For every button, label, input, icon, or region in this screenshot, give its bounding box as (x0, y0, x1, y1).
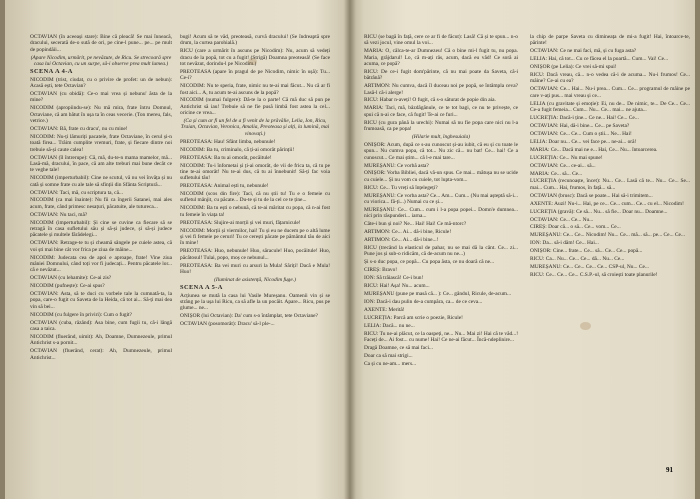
dialogue-line: NICODIM (scos din fire): Taci, că nu știi tu! Tu e o femeie cu sufletul mânjit, cu păcate... Du-te și tu de la cel ce te ține... (180, 191, 330, 204)
dialogue-line: LUCREȚIA (gravă): Ce să... Nu... să fie... Doar nu... Doamne... (530, 208, 668, 215)
dialogue-line: RICU: Tu ne-ai plăcut, ce la oaspeți, ne... Nu... Mai zi! Hai că te văd...! Faceți de... Ai fost... cu nume! Hai! Ce ne-ai făcut... Încă-ndeplinire... (364, 330, 518, 344)
dialogue-line: PREOTEASA: Ba tu ai omorât, pocăitule! (180, 154, 272, 161)
dialogue-line: OCTAVIAN (în aceeași stare): Bine că pleacă! Se mai înneacă, dracului, secerată de-o sută de ori, pe cine-l pune... pe... pe mult de popindăii... (30, 34, 172, 53)
dialogue-line: OCTAVIAN: Ce... ce-ai... să... (530, 162, 596, 169)
dialogue-line: AXENTE: Auzi! Nu-i... Hai, pe ce... Ce... cum... Ce... cu el... Nicodim! (530, 200, 684, 207)
dialogue-line: ONIȘOR (pe Lelia): Ce vrei să-mi spui! (530, 64, 617, 71)
dialogue-line: ARTIMON: Nu cumva, dacă îl duceau noi pe popă, se întâmpla ceva? Lasă-l că-i alerge! (364, 83, 518, 96)
dialogue-line: OCTAVIAN: Taci, mă, cu scriptura ta, că... (30, 189, 123, 196)
dialogue-line: la chip de parpe Saveta cu dimineața de mi-a fugit! Hai, întoarce-te, părinte! (530, 34, 690, 47)
right-page (352, 0, 700, 499)
dialogue-line: OCTAVIAN: Bă, frate cu dracu', nu cu mine! (30, 126, 128, 133)
dialogue-line: MUREȘANU: Ce vorbă asta? (364, 162, 429, 169)
dialogue-line: Dragă Doamne, ce să mai faci... (364, 345, 433, 352)
dialogue-line: NICODIM: Judecata cea de apoi e aproape, frate! Vine ziua mâniei Domnului, când toți vor fi judecați... Pentru păcatele lor... că e nevăzut... (30, 254, 172, 274)
dialogue-line: NICODIM (fluerând, uimit): Ah, Doamne, Dumnezeule, primul Antichrist s-a pornit... (30, 333, 172, 347)
dialogue-line: ION: Da... să-i dăm! Ce... Hai... (530, 240, 599, 247)
dialogue-line: RICU: Hai! Așa! Nu... acum... (364, 283, 430, 290)
dialogue-line: RICU: Ce... Tu vreți să înțelegeți? (364, 184, 438, 191)
scene-heading: SCENA A 5-A (180, 283, 223, 291)
page-number: 91 (666, 466, 673, 474)
left-page-column-2 (180, 34, 330, 329)
dialogue-line: RICU (se bagă în față, cere ce ar fi de făcut): Lasă! Că și te spun... n-o să vezi jocul, vine omul la voi... (364, 34, 518, 47)
dialogue-line: RICU (trecând la elasticul de pahar, nu se mai dă la cânt. Ce... zi... Pune jos și sub-o ridicăm, că de-acum nu ne...) (364, 245, 518, 258)
dialogue-line: NICODIM: Ba tu ești o nebună, că te-ai măritat cu popa, că n-ai fost tu femeie în viața ta! (180, 205, 330, 218)
left-page-column-1 (30, 34, 172, 362)
dialogue-line: AXENTE: Merită! (364, 306, 405, 313)
dialogue-line: bugi! Acum să te văd, preoteasă, curvă dracului! (Se îndreaptă spre drum, la curtea parohială.) (180, 34, 330, 47)
dialogue-line: RICU: Ce... Ce... Ce... C.S.P.-ul, să croiești toate planurile! (530, 272, 658, 279)
dialogue-line: MUREȘANU: Ce... Cum... cum i l-a popa popei... Domn'e dumnea... nici prin răspunderi... iarna... (364, 206, 518, 220)
paper-stain (580, 322, 591, 330)
dialogue-line: MUREȘANU: Ce vorba asta? Ce... Am... Cum... (Nu mai așteptă să-i... cu viorica... fă-ți...) Numai cu ce și... (364, 192, 518, 206)
dialogue-line: Ca și cu ne-am... mers... (364, 360, 417, 367)
dialogue-line: ONIȘOR (lui Octavian): Da' cum s-o întâmplat, tete Octaviane? (180, 313, 318, 320)
dialogue-line: RICU: Ca... Nu... Ce... Ce... dă... Nu... Ce... (530, 256, 625, 263)
dialogue-line: Acțiunea se mută la casa lui Vasile Mureșanu. Oamenii vin și se strâng pe la ușa lui Ricu, ca să afle la un pocăit. Apare... Ricu, pus pe glume... ne... (180, 292, 330, 312)
stage-direction: (Iluminat de asistență, Nicodim fuge.) (214, 276, 296, 283)
dialogue-line: NICODIM (cu fulgere în priviri): Cum o fugit? (30, 311, 132, 318)
dialogue-line: LUCREȚIA: Parcă am scrie o poezie, Ricule! (364, 314, 463, 321)
stage-direction: (Hilarie mult, înghesuiala) (412, 133, 470, 140)
right-page-column-2 (530, 34, 690, 280)
dialogue-line: PREOTEASA: Ba vei muri cu arsuri la Mula! Săriți! Dacă e Mula! Huo! (180, 262, 330, 275)
dialogue-line: ARTIMON: Ce... Ai... dă-i bine...! (364, 237, 439, 244)
stage-direction: (Ca și cum ar fi un fel de a fi venit de la prăvălie, Lelia, Ion, Ricu, Traian, Octavian, Veronica, Amalia, Preoteasa și alți, la lumină, mai vinovați.) (180, 118, 330, 137)
dialogue-line: OCTAVIAN: Retrage-te tu și cheamă sângele pe cuiele astea, că voi ști mai bine cât vor frica pe ziua de mâine... (30, 240, 172, 253)
dialogue-line: ION: Dacă-i dau pulin de-a cumpăra, ca... de ce ceva... (364, 299, 483, 306)
dialogue-line: NICODIM (imperturbabil): Și cine se cuvine ca fiecare să se retragă în casa sufletului său și să-și judece, și să-și judece păcatele și multele fărădelegi... (30, 219, 172, 239)
scene-heading: SCENA A 4-A (30, 67, 73, 75)
dialogue-line: ONIȘOR: Vorba Bibliei, dacă vă-un spus. Ce mai... mătușa nu se ucide cu cuiele... Și nu vom cu cuiele, tot lupta-vom... (364, 170, 518, 183)
dialogue-line: LELIA: Hai, că tot... Cu ce făcea el la poartă... Cum... Vai! Ce... (530, 56, 669, 63)
dialogue-line: CIREȘ: Bravo! (364, 267, 398, 274)
dialogue-line: OCTAVIAN (cu lehamite): Ce-ai zis? (30, 275, 112, 282)
dialogue-line: NICODIM (pufnește): Ce-ai spus? (30, 283, 105, 290)
dialogue-line: OCTAVIAN: Ce ne mai faci, mă, și cu fuga asta? (530, 48, 637, 55)
dialogue-line: MARIA: O, câlca-te-ar Dumnezeu! Că o bine mi-l fugit tu, nu popa. Maria, grăjdarul! Lo, că m-ați râs, acum, dacă eu văd! Ce soră ai acuma, ce popă? (364, 48, 518, 67)
dialogue-line: LUCREȚIA: Dacă-i ține... Ce ne... Hai! Ce... Ce... (530, 114, 639, 121)
dialogue-line: NICODIM (trist, ciudat, cu o privire de profet: un de nebun): Acasă ești, tete Octavian? (30, 76, 172, 90)
dialogue-line: PREOTEASA: Slujire-ai morții și vei muri, fățarnicule! (180, 219, 301, 226)
dialogue-line: OCTAVIAN (îl întrerupe): Că, mă, du-te-n mama mamelor, mă... Lasă-mă, dracului, în pace, că am alte treburi mai bune decât ce te veghe tale! (30, 154, 172, 174)
dialogue-line: MARIA: Taci, mă, bâzdâgănule, ce te tot bagi, ce nu te privește, ce spui că n-ai ce face, că fugit! Te-ai ce furi... (364, 105, 518, 118)
dialogue-line: OCTAVIAN: Ce... Ce... Nu... (530, 216, 594, 223)
dialogue-line: MUREȘANU (pune pe masă că... ): Ce... gândul, Ricule, de-acum... (364, 291, 512, 298)
dialogue-line: NICODIM: Nu te speria, frate, nimic nu te-ai mai făcut... Nu că ar fi fost aici... A, tu acum te-ai ascuns de la popă? (180, 83, 330, 96)
dialogue-line: OCTAVIAN (brusc): Dacă se poate... Hai să-i trimitem... (530, 192, 653, 199)
dialogue-line: LELIA: Doar nu... Ce... vei face pe... ne-ai... oră! (530, 138, 637, 145)
dialogue-line: OCTAVIAN: Ce... Hai... Nu-i prea... Cum... Ce... programul de mâine pe care v-ați pus... mai vreau și ce... (530, 86, 690, 99)
dialogue-line: OCTAVIAN (posomorât): Dracu' să-l ple-... (180, 321, 275, 328)
dialogue-line: OCTAVIAN (cu obidă): Ce-o mai vrea și nebunu' ăsta de la mine? (30, 91, 172, 104)
dialogue-line: RICU (cu gura până la urechi): Numai să nu fie popa care nici nu l-a frumoasă, ca pe popa! (364, 119, 518, 133)
dialogue-line: MARIA: Ce... să... Ce... (530, 170, 583, 177)
dialogue-line: NICODIM: Morții și viermilor, hai! Tu și eu ne ducem pe o altă lume și vei fi femeie pe ceruri! Tu ce cerești păcate pe pământul tău de aici în mine! (180, 227, 330, 247)
dialogue-line: LUCREȚIA (recunoaște, încet): Nu... Ce... Lasă că te... Nu... Ce... Se... mai... Cum... Hai, frumos, în față... să... (530, 178, 690, 191)
stage-direction: (Apare Nicodim, urmărit, pe nevăzute, de Ricu. Se strecoară spre casa lui Octavian, cu un surpe, să-i observe prea mult lumea.) (30, 54, 172, 67)
dialogue-line: NICODIM: Ba tu, criminalo, că ți-ai omorât părinții! (180, 146, 295, 153)
dialogue-line: NICODIM (numai fulgere): Dă-te la o parte! Că mă duc să pun pe Antichrist să iau! Trebuie să ne fie pusă limbă fost astea la cel... oricine ce vrea... (180, 97, 330, 117)
dialogue-line: PREOTEASA: Animal ești tu, nebunule! (180, 183, 269, 190)
dialogue-line: MUREȘANU: Ce... Ce... Nicodim! Nu... Ce... mă... să... pe... Ce... Ce... (530, 232, 685, 239)
dialogue-line: LELIA (cu gravitate și emoție): Ei, nu de... De nimic, te... De Ce... Ce... Ce-a fugit femeia... Cum... Nu... Ce... mai... ne ajuta... (530, 100, 690, 113)
right-page-column-1 (364, 34, 518, 369)
dialogue-line: RICU: De ce-i fugit dom'părinte, că nu mai poate da Saveta, că-i bătrână? (364, 68, 518, 82)
dialogue-line: Și s-o duc popa, ce popă... Cu popa ăsta, ce nu doară că ne... (364, 259, 495, 266)
dialogue-line: OCTAVIAN: Ce... Ce... Cum o știi... Ne... Hai! (530, 130, 632, 137)
dialogue-line: OCTAVIAN (cuba, râzând): Asa bine, cum fugii tu, că-i lângă casa a taica. (30, 319, 172, 332)
dialogue-line: NICODIM: Tu-i înfometai și ți-ai omorât, de vii de frica ta, că tu pe tine te-ai omorât! Nu te-ai dus, că tu ai înnebunit! Să-ți fac voia sufletului tău! (180, 162, 330, 182)
dialogue-line: MUREȘANU: Ce... Ce... Ce... Ce... CSP-ul, Nu... Ce... (530, 264, 649, 271)
dialogue-line: OCTAVIAN (fluerând, cerat): Ah, Dumnezeule, primul Antichrist... (30, 348, 172, 361)
dialogue-line: PREOTEASA: Huo, nebunule! Huo, săracule! Huo, pocăitule! Huo, păcătosul! Tulai, popo, moș ce nebunul... (180, 248, 330, 261)
dialogue-line: OCTAVIAN: Hai, dă-i bine... Ce... pe Saveta? (530, 122, 630, 129)
paper-stain (248, 58, 257, 65)
dialogue-line: Câte-i bun și noi? Ne... Hai! Hai! Ce mă-ntorc? (364, 221, 467, 228)
dialogue-line: RICU: Habar n-aveți! O fugit, că s-o săturat de popie din aia. (364, 97, 496, 104)
dialogue-line: CIREȘ: Doar că... o să... Ce... vom... Ce... (530, 224, 621, 231)
dialogue-line: ONIȘOR: Cine... frate... Ce... să... Ce... Ce... popă... (530, 248, 643, 255)
dialogue-line: RICU (care a urmărit în ascuns pe Nicodim): Nu, acum să vedeți dracu de la popă, tot cu a fugit! (Strigă) Doamna preoteasă! (Se face tot nevăzut, dorindu-l pe Nicodim.) (180, 48, 330, 67)
dialogue-line: MARIA: Ce... Dacă mai ne e... Hai, Ce... Nu... întoarcerea. (530, 146, 658, 153)
dialogue-line: NICODIM (ca mai înainte): Nu fii ca îngerii Satanei, mai ales acum, frate, când primesc nesațuri, păcatuite, ale tutureca... (30, 197, 172, 210)
left-page (0, 0, 345, 499)
dialogue-line: NICODIM: Nu-ți lămuriți pacatele, frate Octaviane, în cerul și-n toată firea... Trăim cumplite vremuri, frate, și fiecare dintre noi trebuie să-și caute calea! (30, 133, 172, 153)
dialogue-line: ARTIMON: Ce... Ai... dă-i bine, Ricule! (364, 229, 452, 236)
dialogue-line: LELIA: Dacă... nu ne... (364, 322, 415, 329)
dialogue-line: Doar ca să mai strigi... (364, 353, 413, 359)
dialogue-line: ION: Să trăiască! Ce-i bun! (364, 275, 424, 282)
dialogue-line: OCTAVIAN: Nu taci, mă? (30, 211, 88, 218)
dialogue-line: PREOTEASA (apare în pragul de pe Nicodim, nimic în ușă): Tu... Ce-i? (180, 68, 330, 82)
dialogue-line: RICU: Dacă vreau, că... n-o vedea că-i de acuma... Nu-i frumos! Ce... mâine? Ce-ai cu ea? (530, 72, 690, 85)
dialogue-line: OCTAVIAN: Asta, să te duci cu vorbele tale la cumnată-ta, la popa, care-o fugit cu Saveta de la Heida, că tot ai... Să-ți mai dea vin să bei... (30, 291, 172, 310)
dialogue-line: PREOTEASA: Hau! Sfânt limba, nebunule! (180, 138, 276, 145)
dialogue-line: NICODIM (imperturbabil): Cine ne scutul, vă nu vei învăța și nu cată și somne frate cu ale tale să sfinții din Sfânta Scriptură... (30, 175, 172, 188)
dialogue-line: NICODIM (apropiindu-se): Nu mă mira, frate întru Domnul, Octaviane, că am bătut în ușa ta în ceas vecerie. (Ton mereu, fals, vetrice.) (30, 105, 172, 125)
dialogue-line: ONIȘOR: Acum, după ce s-au cunoscut și-au iubit, că eu și cu toate le spun... Nu cumva popa, că tot... Nu zic că... nu bat! Ce... hai! Ce a cunoscut... Ce mai știm... că l-e mai tare... (364, 141, 518, 161)
dialogue-line: LUCREȚIA: Ce... Nu mai spune! (530, 154, 603, 161)
book-edge-right (695, 0, 700, 499)
